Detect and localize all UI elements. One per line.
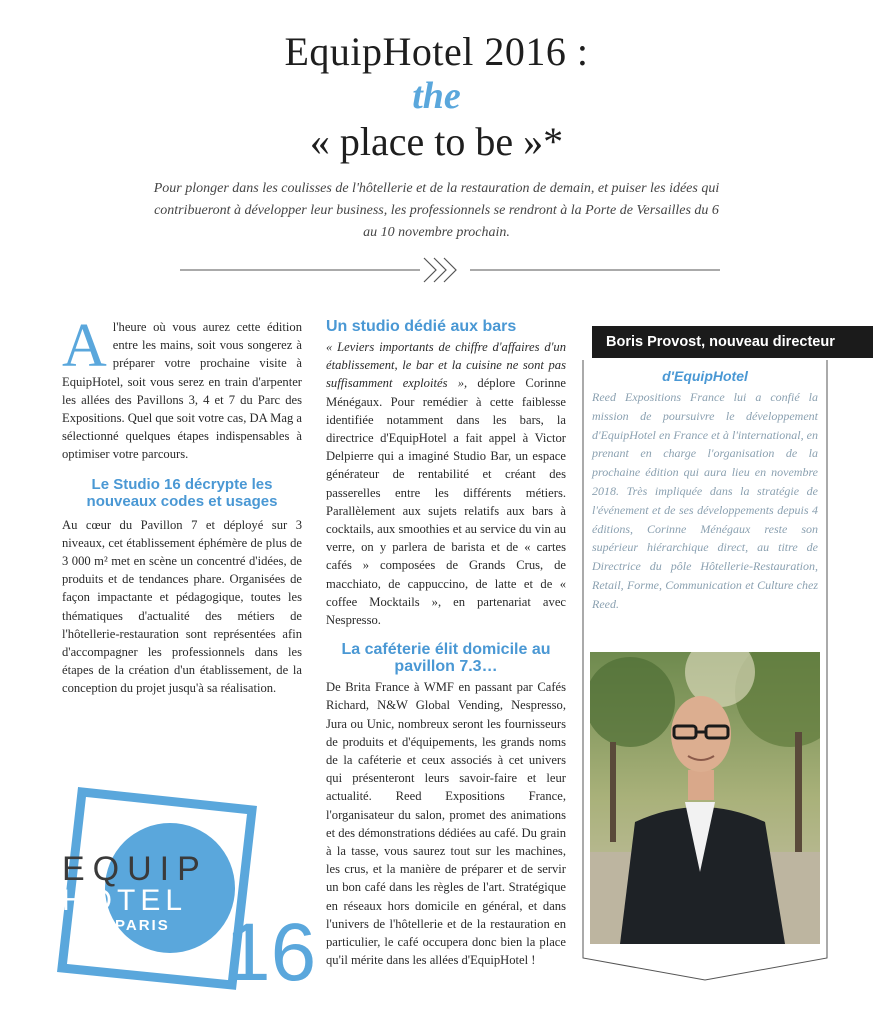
equiphotel-logo <box>40 780 320 1000</box>
logo-line-3: PARIS <box>115 917 170 934</box>
title-line-1: EquipHotel 2016 : <box>284 29 589 74</box>
logo-line-1: EQUIP <box>62 850 208 888</box>
column2-paragraph-1: déplore Corinne Ménégaux. Pour remédier à cette faiblesse identifiée notamment dans les bars, la directrice d'EquipHotel a fait appel à Victor Delpierre qui a imaginé Studio Bar, un espace générateur de rentabilité et créant des passerelles entre les différents métiers. Parallèlement aux sujets relatifs aux bars à cocktails, aux smoothies et au service du vin au verre, on y parlera de barista et de « cartes cafés » composées de Grands Crus, de macchiato, de cappuccino, de latte et de « coffee Mocktails », en partenariat avec Nespresso. <box>326 376 566 628</box>
sidebar-text: Reed Expositions France lui a confié la mission de poursuivre le développement d'EquipHotel en France et à l'international, en prenant en charge l'organisation de la prochaine édition qui aura lieu en novembre 2018. Très impliquée dans la stratégie de l'événement et de ses développements depuis 4 éditions, Corinne Ménégaux reste son supérieur hiérarchique direct, au titre de Directrice du pôle Hôtellerie-Restauration, Retail, Forme, Communication et Culture chez Reed. <box>592 390 818 611</box>
column2-paragraph-2: De Brita France à WMF en passant par Cafés Richard, N&W Global Vending, Nespresso, Jura ou Unic, nombreux seront les fournisseurs de produits et d'équipements, les grands noms de la caféterie et ceux associés à cet univers qui présenteront leurs savoir-faire et leur actualité. Reed Expositions France, l'organisateur du salon, promet des animations et des démonstrations dédiées au café. Du grain à la tasse, vous saurez tout sur les machines, les crus, et la manière de préparer et de servir un bon café dans les règles de l'art. Stratégique en réseaux hors domicile en général, et dans l'univers de l'hôtellerie et de la restauration en particulier, le café occupera donc bien la place qu'il mérite dans les allées d'EquipHotel ! <box>326 680 566 968</box>
dropcap: A <box>62 312 107 380</box>
sidebar-heading: Boris Provost, nouveau directeur <box>592 326 873 358</box>
column2-heading-2: La caféterie élit domicile au pavillon 7.3… <box>341 641 551 676</box>
logo-number: 16 <box>225 907 317 998</box>
intro-paragraph: Pour plonger dans les coulisses de l'hôtellerie et de la restauration de demain, et puiser les idées qui contribueront à développer leur business, les professionnels se rendront à la Porte de Versailles du 6 au 10 novembre prochain. <box>153 181 720 240</box>
sidebar-subheading: d'EquipHotel <box>662 368 748 384</box>
portrait-photo <box>590 652 820 944</box>
column2-heading-1: Un studio dédié aux bars <box>326 318 517 335</box>
title-line-3: « place to be »* <box>309 119 564 164</box>
title-line-2: the <box>412 75 461 117</box>
divider-arrows-icon <box>180 250 720 290</box>
column1-paragraph-2: Au cœur du Pavillon 7 et déployé sur 3 niveaux, cet établissement éphémère de plus de 3 000 m² met en scène un concentré d'idées, de produits et de tendances phare. Organisées de façon impactante et pédagogique, toutes les thématiques d'actualité des métiers de l'hôtellerie-restauration sont représentées afin d'accompagner les professionnels dans les étapes de la création d'un établissement, de la conception du projet jusqu'à sa réalisation. <box>62 517 302 696</box>
article-column-2 <box>326 318 566 970</box>
column1-heading: Le Studio 16 décrypte les nouveaux codes et usages <box>86 475 278 510</box>
column2-quote: « Leviers importants de chiffre d'affaires d'un établissement, le bar et la cuisine ne sont pas suffisamment exploités », <box>326 340 566 391</box>
logo-line-2: HOTEL <box>62 884 188 917</box>
article-column-1 <box>62 312 302 698</box>
column1-paragraph-1: l'heure où vous aurez cette édition entre les mains, soit vous songerez à préparer votre prochaine visite à EquipHotel, soit vous serez en train d'arpenter les allées des Pavillons 3, 4 et 7 du Parc des Expositions. Quel que soit votre cas, DA Mag a sélectionné quelques étapes indispensables à optimiser votre parcours. <box>62 320 302 462</box>
